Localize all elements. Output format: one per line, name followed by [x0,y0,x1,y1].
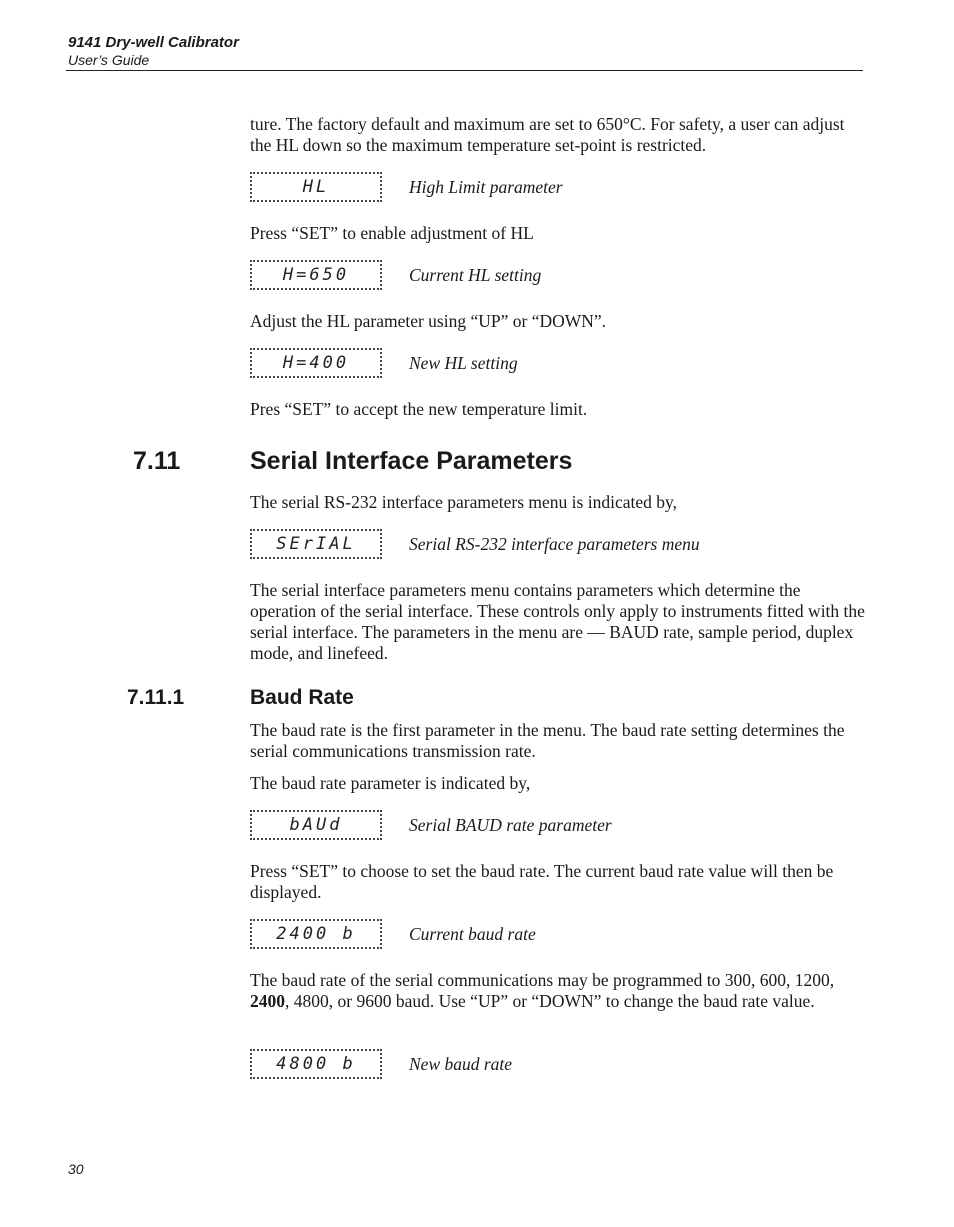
caption-current-hl: Current HL setting [409,265,542,285]
section-heading: Serial Interface Parameters [250,447,573,475]
caption-baud-parameter: Serial BAUD rate parameter [409,815,612,835]
paragraph-serial-body: The serial interface parameters menu contains parameters which determine the operation of the serial interface. These controls only apply to instruments fitted with the serial interface. The parameters in the menu are — BAUD rate, sample period, duplex mode, and linefeed. [250,580,865,663]
lcd-display-serial: SErIAL [250,529,382,559]
lcd-display-new-baud: 4800 b [250,1049,382,1079]
paragraph-serial-intro: The serial RS-232 interface parameters menu is indicated by, [250,492,677,512]
header-rule [66,70,863,71]
paragraph-baud-2: The baud rate parameter is indicated by, [250,773,531,793]
paragraph-intro: ture. The factory default and maximum are set to 650°C. For safety, a user can adjust the HL down so the maximum temperature set-point is restricted. [250,114,845,155]
caption-serial-menu: Serial RS-232 interface parameters menu [409,534,700,554]
lcd-display-current-hl: H=650 [250,260,382,290]
paragraph-baud-4-part-2: , 4800, or 9600 baud. Use “UP” or “DOWN” to change the baud rate value. [285,991,815,1011]
paragraph-adjust-hl: Adjust the HL parameter using “UP” or “DOWN”. [250,311,607,331]
paragraph-accept-limit: Pres “SET” to accept the new temperature limit. [250,399,588,419]
caption-new-baud: New baud rate [409,1054,513,1074]
caption-new-hl: New HL setting [409,353,518,373]
paragraph-press-set-hl: Press “SET” to enable adjustment of HL [250,223,534,243]
section-number: 7.11 [133,447,181,475]
paragraph-baud-3: Press “SET” to choose to set the baud rate. The current baud rate value will then be displayed. [250,861,834,902]
paragraph-baud-4-part-1: The baud rate of the serial communications may be programmed to 300, 600, 1200, [250,970,835,990]
paragraph-baud-4 [250,970,865,1012]
subsection-number: 7.11.1 [127,686,185,709]
lcd-display-hl: HL [250,172,382,202]
lcd-display-new-hl: H=400 [250,348,382,378]
running-header-subtitle: User’s Guide [68,52,150,68]
caption-high-limit: High Limit parameter [409,177,563,197]
subsection-heading: Baud Rate [250,686,354,709]
paragraph-baud-4-default-value: 2400 [250,991,285,1011]
paragraph-baud-1: The baud rate is the first parameter in the menu. The baud rate setting determines the serial communications transmission rate. [250,720,845,761]
lcd-display-baud: bAUd [250,810,382,840]
running-header-title: 9141 Dry-well Calibrator [68,34,239,51]
lcd-display-current-baud: 2400 b [250,919,382,949]
page-number: 30 [68,1161,84,1177]
caption-current-baud: Current baud rate [409,924,536,944]
